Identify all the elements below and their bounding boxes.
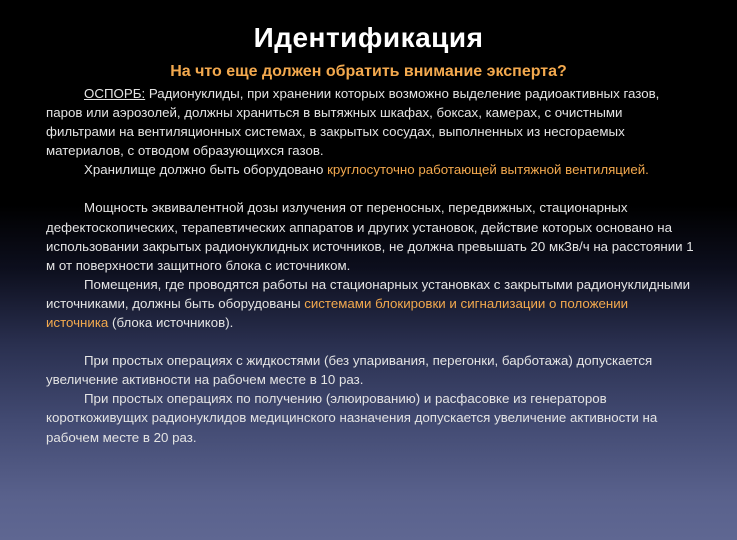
paragraph-premises <box>46 275 694 332</box>
dose-rate-text: Мощность эквивалентной дозы излучения от переносных, передвижных, стационарных дефектоскопических, терапевтических аппаратов и других установок, действие которых основано на использовании закрытых радионуклидных источников, не должна превышать 20 мкЗв/ч на расстоянии 1 м от поверхности защитного блока с источником. <box>46 200 694 273</box>
osporb-label: ОСПОРБ: <box>84 86 146 101</box>
paragraph-osporb <box>46 84 694 160</box>
paragraph-dose-rate <box>46 198 694 274</box>
slide-body <box>46 84 694 447</box>
storage-text: Хранилище должно быть оборудовано <box>84 162 328 178</box>
storage-highlight: круглосуточно работающей вытяжной вентиляцией. <box>327 162 649 178</box>
generators-text: При простых операциях по получению (элюированию) и расфасовке из генераторов короткоживущих радионуклидов медицинского назначения допускается увеличение активности на рабочем месте в 20 раз. <box>46 391 658 445</box>
paragraph-gap <box>46 179 694 198</box>
paragraph-liquids <box>46 351 694 389</box>
osporb-text: Радионуклиды, при хранении которых возможно выделение радиоактивных газов, паров или аэрозолей, должны храниться в вытяжных шкафах, боксах, камерах, с очистными фильтрами на вентиляционных системах, в закрытых сосудах, выполненных из несгораемых материалов, с отводом образующихся газов. <box>46 86 660 159</box>
liquids-text: При простых операциях с жидкостями (без упаривания, перегонки, барботажа) допускается увеличение активности на рабочем месте в 10 раз. <box>46 353 653 388</box>
premises-tail: (блока источников). <box>108 315 234 331</box>
paragraph-storage <box>46 160 694 179</box>
premises-highlight: системами блокировки и сигнализации о положении источника <box>46 295 629 331</box>
premises-text: Помещения, где проводятся работы на стационарных установках с закрытыми радионуклидными источниками, должны быть оборудованы <box>46 276 691 311</box>
slide-subtitle: На что еще должен обратить внимание эксперта? <box>170 63 567 80</box>
slide-title: Идентификация <box>253 22 484 53</box>
paragraph-gap <box>46 332 694 351</box>
paragraph-generators <box>46 389 694 446</box>
